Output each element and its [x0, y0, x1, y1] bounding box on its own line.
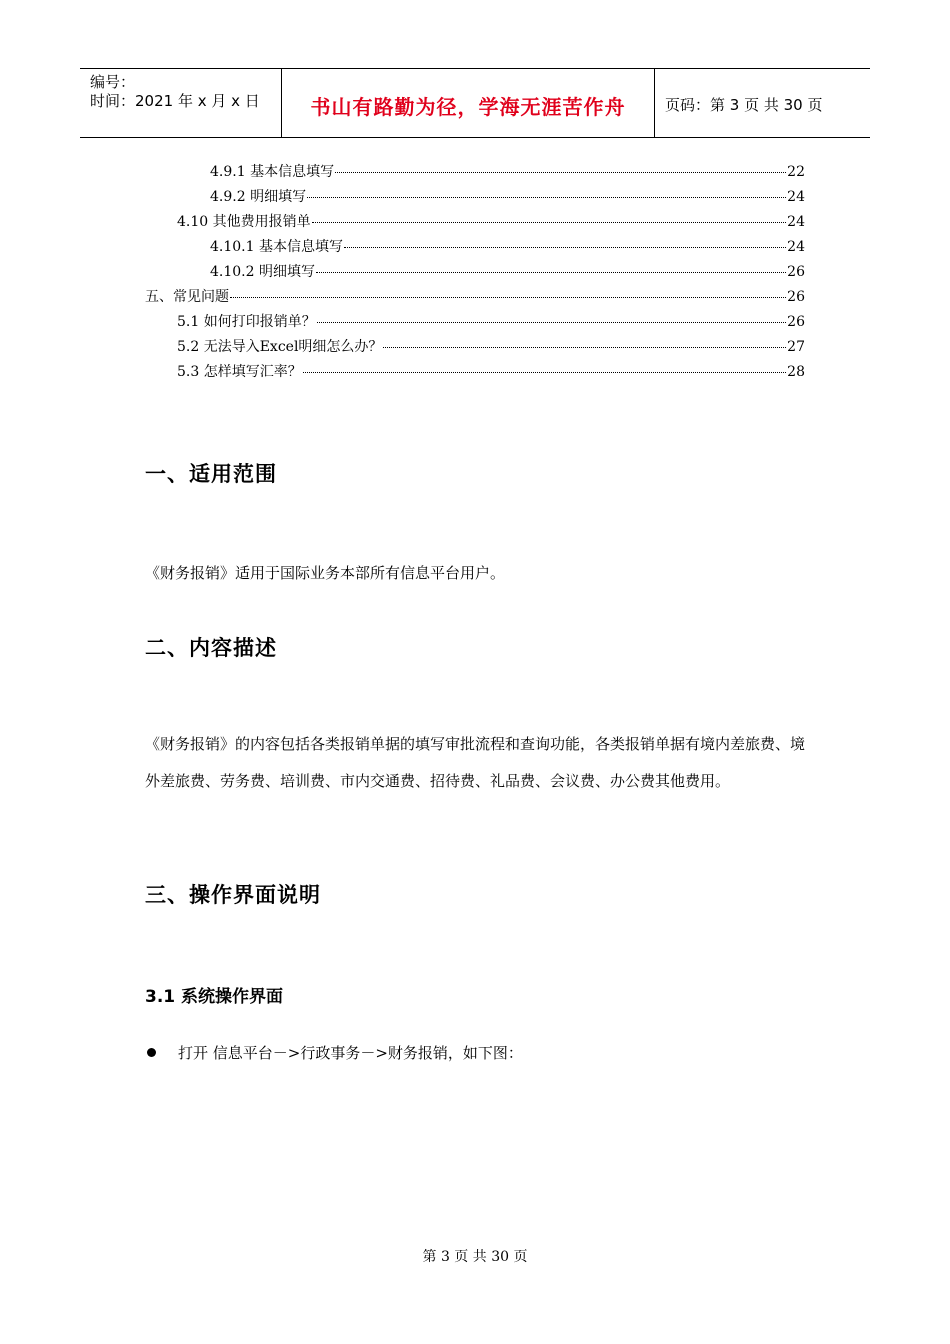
toc-entry[interactable]	[145, 286, 805, 306]
toc-entry[interactable]	[177, 311, 805, 331]
toc-entry-page: 24	[787, 239, 805, 255]
toc-entry-title: 4.10 其他费用报销单	[177, 214, 311, 230]
header-motto: 书山有路勤为径，学海无涯苦作舟	[310, 95, 626, 119]
page-header	[80, 68, 870, 138]
toc-leader	[230, 297, 786, 298]
toc-leader	[335, 172, 786, 173]
document-number-label: 编号：	[90, 73, 136, 91]
toc-entry-title: 5.2 无法导入Excel明细怎么办？	[177, 339, 383, 355]
toc-entry-page: 24	[787, 189, 805, 205]
toc-leader	[312, 222, 787, 223]
toc-entry[interactable]	[177, 336, 805, 356]
section-heading-scope: 一、适用范围	[145, 462, 277, 486]
toc-leader	[316, 272, 786, 273]
toc-entry[interactable]	[210, 236, 805, 256]
toc-entry-page: 28	[787, 364, 805, 380]
toc-entry-page: 26	[787, 314, 805, 330]
header-motto-cell	[282, 69, 655, 137]
section-scope-text: 《财务报销》适用于国际业务本部所有信息平台用户。	[145, 564, 506, 582]
section-heading-interface: 三、操作界面说明	[145, 883, 321, 907]
toc-entry-title: 4.10.1 基本信息填写	[210, 239, 343, 255]
subsection-heading-system-interface: 3.1 系统操作界面	[145, 987, 284, 1007]
section-content-text: 《财务报销》的内容包括各类报销单据的填写审批流程和查询功能，各类报销单据有境内差旅费、境外差旅费、劳务费、培训费、市内交通费、招待费、礼品费、会议费、办公费其他费用。	[145, 735, 806, 790]
toc-entry-title: 5.1 如何打印报销单？	[177, 314, 316, 330]
toc-entry-page: 24	[787, 214, 805, 230]
toc-entry[interactable]	[177, 211, 805, 231]
document-time-label: 时间：2021 年 x 月 x 日	[90, 92, 260, 110]
toc-entry[interactable]	[210, 186, 805, 206]
toc-entry-page: 27	[787, 339, 805, 355]
toc-entry-page: 26	[787, 289, 805, 305]
header-page-cell	[655, 69, 870, 137]
toc-entry-page: 26	[787, 264, 805, 280]
toc-entry-page: 22	[787, 164, 805, 180]
toc-entry-title: 4.9.1 基本信息填写	[210, 164, 335, 180]
toc-leader	[307, 197, 786, 198]
toc-entry-title: 五、常见问题	[145, 289, 229, 305]
toc-entry-title: 4.9.2 明细填写	[210, 189, 307, 205]
toc-leader	[383, 347, 786, 348]
toc-entry-title: 5.3 怎样填写汇率？	[177, 364, 302, 380]
toc-entry-title: 4.10.2 明细填写	[210, 264, 315, 280]
toc-leader	[317, 322, 786, 323]
toc-leader	[303, 372, 786, 373]
bullet-dot-icon	[147, 1048, 156, 1057]
toc-entry[interactable]	[210, 161, 805, 181]
bullet-item	[145, 1042, 523, 1063]
bullet-item-text: 打开 信息平台－>行政事务－>财务报销，如下图：	[178, 1044, 523, 1062]
toc-leader	[344, 247, 786, 248]
section-heading-content: 二、内容描述	[145, 636, 277, 660]
header-page-number: 页码：第 3 页 共 30 页	[665, 96, 823, 114]
toc-entry[interactable]	[210, 261, 805, 281]
header-info-cell	[80, 69, 282, 137]
page-footer: 第 3 页 共 30 页	[422, 1249, 528, 1265]
toc-entry[interactable]	[177, 361, 805, 381]
